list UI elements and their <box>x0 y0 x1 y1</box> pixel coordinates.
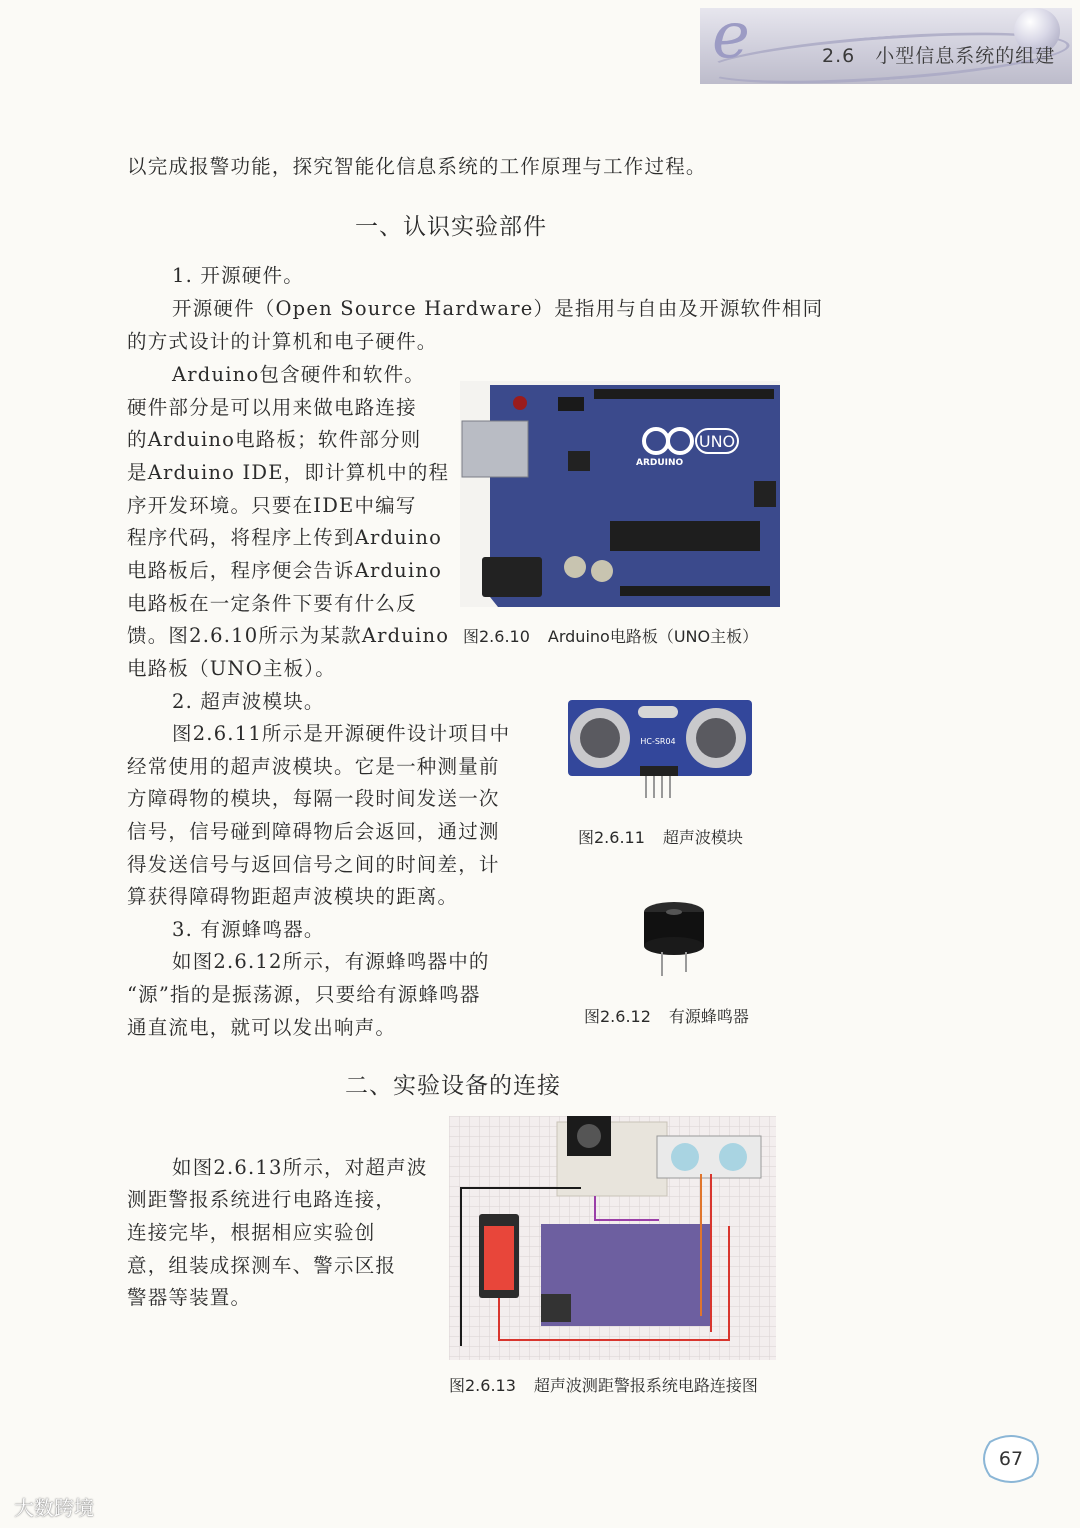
board-model-label: UNO <box>698 432 736 451</box>
intro-line: 以完成报警功能，探究智能化信息系统的工作原理与工作过程。 <box>127 155 707 178</box>
item2-line: 经常使用的超声波模块。它是一种测量前 <box>127 755 500 778</box>
fig12-title: 有源蜂鸣器 <box>668 1007 749 1026</box>
item1-para2-line: 程序代码，将程序上传到Arduino <box>127 526 443 549</box>
item2-line: 方障碍物的模块，每隔一段时间发送一次 <box>127 787 500 810</box>
fig10-number: 图2.6.10 <box>463 627 530 646</box>
item3-line: 通直流电，就可以发出响声。 <box>127 1016 397 1039</box>
running-header: 2.6 小型信息系统的组建 <box>822 45 1056 67</box>
item1-para2-line: 是Arduino IDE，即计算机中的程 <box>127 461 450 484</box>
item2-line: 算获得障碍物距超声波模块的距离。 <box>127 885 459 908</box>
item1-para1-line1: 开源硬件（Open Source Hardware）是指用与自由及开源软件相同 <box>172 297 824 320</box>
item3-line: “源”指的是振荡源，只要给有源蜂鸣器 <box>127 983 481 1006</box>
item1-para2-line: 的Arduino电路板；软件部分则 <box>127 428 422 451</box>
section1-title: 一、认识实验部件 <box>355 214 547 240</box>
fig13-number: 图2.6.13 <box>449 1376 516 1395</box>
item3-line: 如图2.6.12所示，有源蜂鸣器中的 <box>172 950 490 973</box>
fig13-caption <box>449 1373 776 1396</box>
section2-line: 连接完毕，根据相应实验创 <box>127 1221 376 1244</box>
watermark: 大数跨境 <box>14 1496 94 1520</box>
item2-line: 信号，信号碰到障碍物后会返回，通过测 <box>127 820 500 843</box>
item1-para2-line: 馈。图2.6.10所示为某款Arduino <box>127 624 450 647</box>
section2-title: 二、实验设备的连接 <box>345 1073 561 1099</box>
fig11-title: 超声波模块 <box>662 828 743 847</box>
fig12-number: 图2.6.12 <box>584 1007 651 1026</box>
fig12-caption <box>584 1004 767 1027</box>
item2-line: 得发送信号与返回信号之间的时间差，计 <box>127 853 500 876</box>
item1-para2-line: 电路板后，程序便会告诉Arduino <box>127 559 443 582</box>
arduino-board-figure <box>460 381 780 607</box>
item2-title: 2. 超声波模块。 <box>172 690 325 713</box>
fig10-title: Arduino电路板（UNO主板） <box>547 627 759 646</box>
item1-title: 1. 开源硬件。 <box>172 264 304 287</box>
fig13-title: 超声波测距警报系统电路连接图 <box>533 1376 758 1395</box>
section2-line: 测距警报系统进行电路连接， <box>127 1188 397 1211</box>
item1-para2-line: 序开发环境。只要在IDE中编写 <box>127 494 417 517</box>
section2-line: 警器等装置。 <box>127 1286 252 1309</box>
fig11-number: 图2.6.11 <box>578 828 645 847</box>
section2-line: 意，组装成探测车、警示区报 <box>127 1254 397 1277</box>
item2-line: 图2.6.11所示是开源硬件设计项目中 <box>172 722 511 745</box>
item1-para2-line: 电路板在一定条件下要有什么反 <box>127 592 417 615</box>
fig10-caption <box>463 624 776 647</box>
buzzer-figure <box>636 898 716 978</box>
ultrasonic-chip-label: HC-SR04 <box>640 737 676 746</box>
section2-line: 如图2.6.13所示，对超声波 <box>172 1156 428 1179</box>
ultrasonic-module-figure <box>566 698 754 802</box>
item1-para1-line2: 的方式设计的计算机和电子硬件。 <box>127 330 438 353</box>
fig11-caption <box>578 825 761 848</box>
board-logo-text: ARDUINO <box>636 458 684 468</box>
header-decor-letter: e <box>712 0 750 73</box>
item1-para2-line: 硬件部分是可以用来做电路连接 <box>127 396 417 419</box>
item1-para2-line: Arduino包含硬件和软件。 <box>172 363 425 386</box>
page-number: 67 <box>998 1448 1024 1470</box>
item3-title: 3. 有源蜂鸣器。 <box>172 918 325 941</box>
item1-para2-line: 电路板（UNO主板）。 <box>127 657 336 680</box>
circuit-diagram-figure <box>449 1116 776 1360</box>
